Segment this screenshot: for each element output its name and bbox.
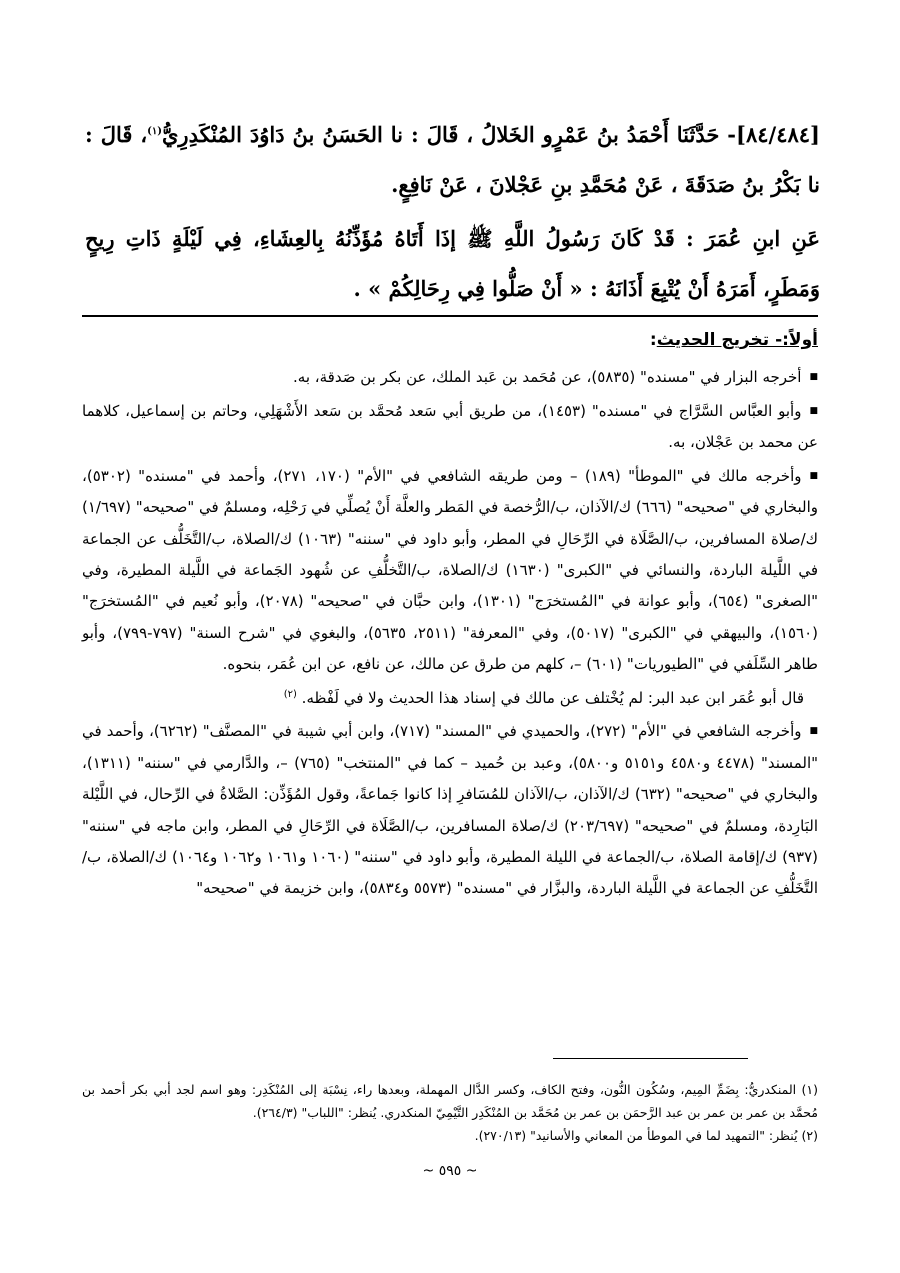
takhrij-paragraph [82,362,818,394]
section-heading-colon: : [649,330,657,350]
paragraph-text: وأبو العبَّاس السَّرَّاج في "مسنده" (١٤٥٣)، من طريق أبي سَعد مُحمَّد بن سَعد الأَشْهَلِي، وحاتم بن إسماعيل، كلاهما عن محمد بن عَجْلان، به. [82,401,818,452]
takhrij-paragraph [82,461,818,681]
ibn-abd-al-barr-quote [82,683,818,714]
quote-text: قال أبو عُمَر ابن عبد البر: لم يُخْتلف عن مالك في إسناد هذا الحديث ولا في لَفْظه. [301,688,804,707]
hadith-isnad [85,110,820,210]
takhrij-body [82,362,818,907]
paragraph-text: أخرجه البزار في "مسنده" (٥٨٣٥)، عن مُحَمد بن عَبد الملك، عن بكر بن صَدقة، به. [293,368,802,387]
square-bullet-icon: ■ [809,405,818,416]
square-bullet-icon: ■ [809,372,818,382]
paragraph-text: وأخرجه مالك في "الموطأ" (١٨٩) – ومن طريقه الشافعي في "الأم" (١٧٠، ٢٧١)، وأحمد في "مسنده" (٥٣٠٢)، والبخاري في "صحيحه" (٦٦٦) ك/الآذان، ب/الرُّخصة في المَطر والعلَّة أَنْ يُصلِّي في رَحْلِه، ومسلمٌ في "صحيحه" (١/٦٩٧) ك/صلاة المسافرين، ب/الصَّلَاة في الرِّحَالِ في المطر، وأبو داود في "سننه" (١٠٦٣) ك/الصلاة، ب/التَّخَلُّف عن الجماعة في اللَّيلة الباردة، والنسائي في "الكبرى" (١٦٣٠) ك/الصلاة، ب/التَّخلُّفِ عن شُهود الجَماعة في اللَّيلة المطيرة، وفي "الصغرى" (٦٥٤)، وأبو عوانة في "المُستخرَج" (١٣٠١)، وابن حبَّان في "صحيحه" (٢٠٧٨)، وأبو نُعيم في "المُستخرَج" (١٥٦٠)، والبيهقي في "الكبرى" (٥٠١٧)، وفي "المعرفة" (٢٥١١، ٥٦٣٥)، والبغوي في "شرح السنة" (٧٩٧-٧٩٩)، وأبو طاهر السِّلَفي في "الطيوريات" (٦٠١) –، كلهم من طرق عن مالك، عن نافع، عن ابن عُمَر، بنحوه. [82,466,819,674]
section-divider [82,315,818,317]
square-bullet-icon: ■ [809,726,819,737]
hadith-matn: عَنِ ابنِ عُمَرَ : قَدْ كَانَ رَسُولُ اللَّهِ ﷺ إذَا أَتَاهُ مُؤَذِّنُهُ بِالعِشَاءِ، فِي لَيْلَةٍ ذَاتِ رِيحٍ وَمَطَرٍ، أَمَرَهُ أَنْ يُتْبِعَ أَذَانَهُ : « أَنْ صَلُّوا فِي رِحَالِكُمْ » . [85,226,820,301]
square-bullet-icon: ■ [809,470,818,481]
takhrij-paragraph [82,716,818,905]
takhrij-paragraph [82,396,818,459]
hadith-block [85,110,820,314]
footnote-marker-1: (١) [147,126,162,137]
isnad-continuation: ، قَالَ : نا بَكْرُ بنُ صَدَقَةَ ، عَنْ مُحَمَّدِ بنِ عَجْلانَ ، عَنْ نَافِعٍ. [85,122,820,197]
footnotes [82,1078,818,1147]
section-heading-text: أولاً:- تخريج الحديث [656,330,818,350]
page-number: ~ ٥٩٥ ~ [422,1163,478,1179]
isnad-text: [٨٤/٤٨٤]- حَدَّثَنَا أَحْمَدُ بنُ عَمْرٍو الخَلالُ ، قَالَ : نا الحَسَنُ بنُ دَاوُدَ المُنْكَدِرِيُّ [162,122,820,147]
footnote-separator [553,1058,748,1059]
footnote-1: (١) المنكدريُّ: بِضَمِّ المِيم، وسُكُون النُّون، وفتح الكاف، وكسر الدَّال المهملة، وبعدها راء، نِسْبَة إلى المُنْكَدِر: وهو اسم لجد أبي بكر أحمد بن مُحمَّد بن عمر بن عمر بن عبد الرَّحمَن بن عمر بن مُحَمَّد بن المُنْكَدِر التَّيْمِيّ المنكدري. يُنظر: "اللباب" (٢٦٤/٣). [82,1082,818,1120]
footnote-2: (٢) يُنظر: "التمهيد لما في الموطأ من المعاني والأسانيد" (٢٧٠/١٣). [474,1128,818,1143]
section-heading [82,325,818,355]
footnote-marker-2: (٢) [283,688,297,700]
paragraph-text: وأخرجه الشافعي في "الأم" (٢٧٢)، والحميدي في "المسند" (٧١٧)، وابن أبي شيبة في "المصنَّف" (٦٢٦٢)، وأحمد في "المسند" (٤٤٧٨ و٤٥٨٠ و٥١٥١ و٥٨٠٠)، وعبد بن حُميد – كما في "المنتخب" (٧٦٥) –، والدَّارمي في "سننه" (١٣١١)، والبخاري في "صحيحه" (٦٣٢) ك/الآذان، ب/الآذان للمُسَافرِ إذا كانوا جَماعةً، وقول المُؤَذِّن: الصَّلاةُ في الرِّحال، في اللَّيْلة البَارِدة، ومسلمٌ في "صحيحه" (٢٠٣/٦٩٧) ك/صلاة المسافرين، ب/الصَّلَاة في الرِّحَالِ في المطر، وابن ماجه في "سننه" (٩٣٧) ك/إقامة الصلاة، ب/الجماعة في الليلة المطيرة، وأبو داود في "سننه" (١٠٦٠ و١٠٦١ و١٠٦٢ و١٠٦٤) ك/الصلاة، ب/التَّخَلُّفِ عن الجماعة في اللَّيلة الباردة، والبزَّار في "مسنده" (٥٥٧٣ و٥٨٣٤)، وابن خزيمة في "صحيحه" [82,722,819,898]
